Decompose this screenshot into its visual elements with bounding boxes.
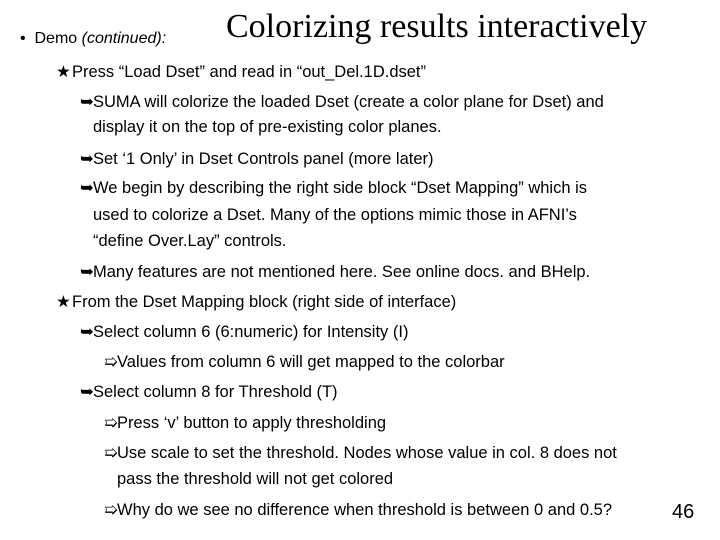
star-bullet-icon: ★ [56, 293, 71, 311]
curved-arrow-bullet-icon: ➥ [80, 323, 94, 341]
section-bullet: • [20, 30, 26, 47]
line-text: SUMA will colorize the loaded Dset (create a color plane for Dset) and [93, 93, 604, 111]
line-text: Select column 8 for Threshold (T) [93, 383, 338, 401]
arrow-bullet-icon: ➯ [104, 444, 118, 462]
line-text: Press “Load Dset” and read in “out_Del.1D.dset” [72, 63, 427, 81]
arrow-bullet-icon: ➯ [104, 353, 118, 371]
bullet-line [80, 382, 338, 402]
line-text: “define Over.Lay” controls. [93, 232, 287, 250]
line-text: used to colorize a Dset. Many of the options mimic those in AFNI’s [93, 206, 577, 224]
curved-arrow-bullet-icon: ➥ [80, 383, 94, 401]
slide-title: Colorizing results interactively [226, 8, 648, 45]
line-text: Values from column 6 will get mapped to the colorbar [117, 353, 505, 371]
bullet-line [104, 352, 505, 372]
bullet-line [56, 62, 426, 82]
bullet-line [80, 92, 604, 112]
bullet-line [104, 413, 386, 433]
continuation-line [117, 469, 393, 489]
section-name: Demo [34, 30, 78, 47]
curved-arrow-bullet-icon: ➥ [80, 93, 94, 111]
bullet-line [80, 178, 587, 198]
section-label [20, 30, 166, 48]
line-text: display it on the top of pre-existing color planes. [93, 118, 442, 136]
line-text: We begin by describing the right side block “Dset Mapping” which is [93, 179, 588, 197]
line-text: Set ‘1 Only’ in Dset Controls panel (more later) [93, 150, 434, 168]
bullet-line [104, 500, 612, 520]
arrow-bullet-icon: ➯ [104, 501, 118, 519]
curved-arrow-bullet-icon: ➥ [80, 150, 94, 168]
bullet-line [80, 322, 408, 342]
continuation-line [93, 231, 287, 251]
page-number: 46 [672, 501, 695, 523]
bullet-line [104, 443, 617, 463]
arrow-bullet-icon: ➯ [104, 414, 118, 432]
line-text: Why do we see no difference when threshold is between 0 and 0.5? [117, 501, 613, 519]
line-text: Many features are not mentioned here. See online docs. and BHelp. [93, 263, 591, 281]
line-text: From the Dset Mapping block (right side of interface) [72, 293, 457, 311]
bullet-line [80, 149, 434, 169]
bullet-line [56, 292, 456, 312]
line-text: Press ‘v’ button to apply thresholding [117, 414, 387, 432]
line-text: Select column 6 (6:numeric) for Intensity (I) [93, 323, 409, 341]
star-bullet-icon: ★ [56, 63, 71, 81]
line-text: pass the threshold will not get colored [117, 470, 394, 488]
line-text: Use scale to set the threshold. Nodes whose value in col. 8 does not [117, 444, 617, 462]
bullet-line [80, 262, 590, 282]
continuation-line [93, 117, 442, 137]
curved-arrow-bullet-icon: ➥ [80, 179, 94, 197]
continuation-line [93, 205, 577, 225]
section-continued: (continued): [81, 30, 167, 47]
curved-arrow-bullet-icon: ➥ [80, 263, 94, 281]
